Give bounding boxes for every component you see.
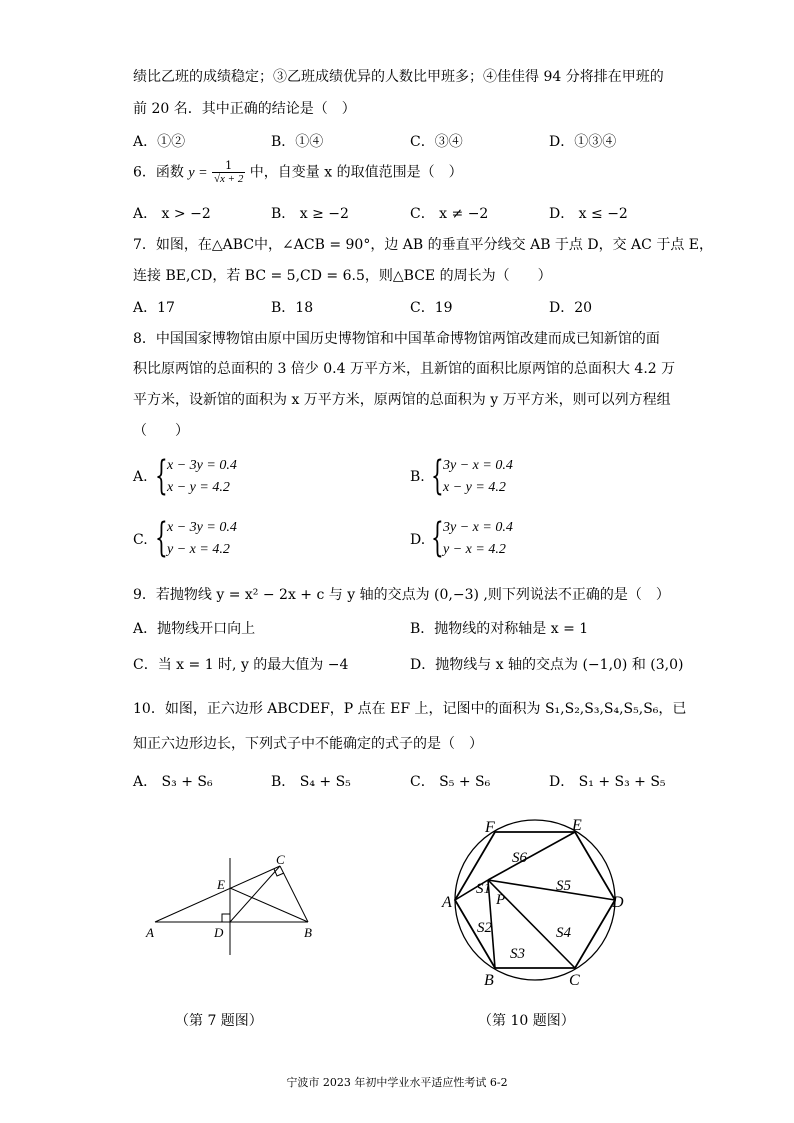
q6-suffix: 中，自变量 x 的取值范围是（ ）: [249, 164, 463, 181]
fig10-label-s1: S1: [476, 881, 491, 897]
q8-option-c-eq2: y − x = 4.2: [167, 542, 230, 557]
q10-option-d: D． S₁ + S₃ + S₅: [549, 774, 666, 790]
fig7-label-d: D: [214, 925, 224, 940]
fig10-label-s5: S5: [556, 878, 571, 894]
q8-option-c-eq1: x − 3y = 0.4: [167, 520, 237, 535]
q8-option-d-brace: {: [431, 515, 444, 561]
q9-line1: 9．若抛物线 y = x² − 2x + c 与 y 轴的交点为 (0,−3) ,则下列说法不正确的是（ ）: [133, 587, 670, 603]
q8-option-b-eq2: x − y = 4.2: [443, 480, 506, 495]
fig10-label-p: P: [496, 892, 506, 908]
q8-option-a-eq1: x − 3y = 0.4: [167, 458, 237, 473]
q10-line2: 知正六边形边长，下列式子中不能确定的式子的是（ ）: [133, 736, 483, 752]
q8-option-d-eq2: y − x = 4.2: [443, 542, 506, 557]
q7-line2: 连接 BE,CD，若 BC = 5,CD = 6.5，则△BCE 的周长为（ ）: [133, 268, 552, 284]
q8-option-b-eq1: 3y − x = 0.4: [443, 458, 513, 473]
q9-option-c: C．当 x = 1 时, y 的最大值为 −4: [133, 657, 349, 673]
q10-option-b: B． S₄ + S₅: [271, 774, 351, 790]
q8-option-d-eq1: 3y − x = 0.4: [443, 520, 513, 535]
q8-option-c-system: [167, 517, 237, 561]
q8-option-a-eq2: x − y = 4.2: [167, 480, 230, 495]
figure-7: [140, 850, 330, 960]
q8-option-b-brace: {: [431, 453, 444, 499]
fig10-label-s3: S3: [510, 946, 525, 962]
q7-line1: 7．如图，在△ABC中，∠ACB = 90°，边 AB 的垂直平分线交 AB 于点 D，交 AC 于点 E，: [133, 237, 713, 253]
q8-option-b-label: B.: [410, 469, 425, 485]
q8-line3: 平方米，设新馆的面积为 x 万平方米，原两馆的总面积为 y 万平方米，则可以列方程组: [133, 392, 671, 408]
q8-option-d-system: [443, 517, 513, 561]
fig10-label-f: F: [485, 819, 495, 836]
q8-option-b-system: [443, 455, 513, 499]
q6-option-b: B． x ≥ −2: [271, 206, 349, 222]
q10-option-a: A． S₃ + S₆: [133, 774, 213, 790]
q6-option-c: C． x ≠ −2: [410, 206, 489, 222]
fig7-label-e: E: [217, 877, 225, 892]
q8-option-c-brace: {: [155, 515, 168, 561]
q7-option-a: A．17: [133, 300, 175, 316]
q6-y-eq: y =: [188, 165, 208, 181]
q7-option-d: D．20: [549, 300, 593, 316]
fig7-label-b: B: [304, 925, 312, 940]
q5-line2: 前 20 名．其中正确的结论是（ ）: [133, 101, 356, 117]
fig10-label-a: A: [442, 894, 452, 911]
q6-option-a: A． x > −2: [133, 206, 211, 222]
fig10-label-d: D: [612, 894, 624, 911]
q5-option-b: B．①④: [271, 134, 324, 150]
q8-option-a-system: [167, 455, 237, 499]
q8-option-a-label: A.: [133, 469, 148, 485]
q9-option-d: D．抛物线与 x 轴的交点为 (−1,0) 和 (3,0): [410, 657, 684, 673]
q8-option-a-brace: {: [155, 453, 168, 499]
fig10-label-s4: S4: [556, 925, 571, 941]
q9-option-b: B．抛物线的对称轴是 x = 1: [410, 621, 589, 637]
fig10-label-e: E: [572, 817, 582, 834]
q8-option-c-label: C.: [133, 532, 148, 548]
q8-line1: 8．中国国家博物馆由原中国历史博物馆和中国革命博物馆两馆改建而成已知新馆的面: [133, 331, 660, 347]
q6-option-d: D． x ≤ −2: [549, 206, 628, 222]
fig10-label-c: C: [569, 972, 580, 989]
q8-line4: （ ）: [133, 423, 189, 439]
q6-fraction: [212, 160, 245, 185]
q8-option-d-label: D.: [410, 532, 426, 548]
q5-option-a: A．①②: [133, 134, 186, 150]
q7-option-c: C．19: [410, 300, 453, 316]
fig10-label-b: B: [484, 972, 494, 989]
q8-line2: 积比原两馆的总面积的 3 倍少 0.4 万平方米，且新馆的面积比原两馆的总面积大 4.2 万: [133, 361, 676, 377]
q5-line1: 绩比乙班的成绩稳定；③乙班成绩优异的人数比甲班多；④佳佳得 94 分将排在甲班的: [133, 69, 664, 85]
page-footer: 宁波市 2023 年初中学业水平适应性考试 6-2: [286, 1076, 508, 1089]
fig7-label-c: C: [276, 852, 285, 867]
q5-option-d: D．①③④: [549, 134, 617, 150]
q6-stem: [133, 160, 463, 185]
figure-10-caption: （第 10 题图）: [478, 1013, 575, 1029]
q6-denominator: √x + 2: [214, 173, 244, 185]
q6-prefix: 6．函数: [133, 164, 184, 181]
q10-line1: 10．如图，正六边形 ABCDEF，P 点在 EF 上，记图中的面积为 S₁,S₂,S₃,S₄,S₅,S₆，已: [133, 701, 687, 717]
figure-7-caption: （第 7 题图）: [175, 1013, 263, 1029]
fig10-label-s6: S6: [512, 850, 527, 866]
fig7-label-a: A: [146, 925, 154, 940]
figure-10: [440, 812, 635, 992]
q7-option-b: B．18: [271, 300, 314, 316]
q6-numerator: 1: [212, 160, 245, 173]
q9-option-a: A．抛物线开口向上: [133, 621, 256, 637]
q10-option-c: C． S₅ + S₆: [410, 774, 491, 790]
q5-option-c: C．③④: [410, 134, 463, 150]
fig10-label-s2: S2: [477, 920, 492, 936]
